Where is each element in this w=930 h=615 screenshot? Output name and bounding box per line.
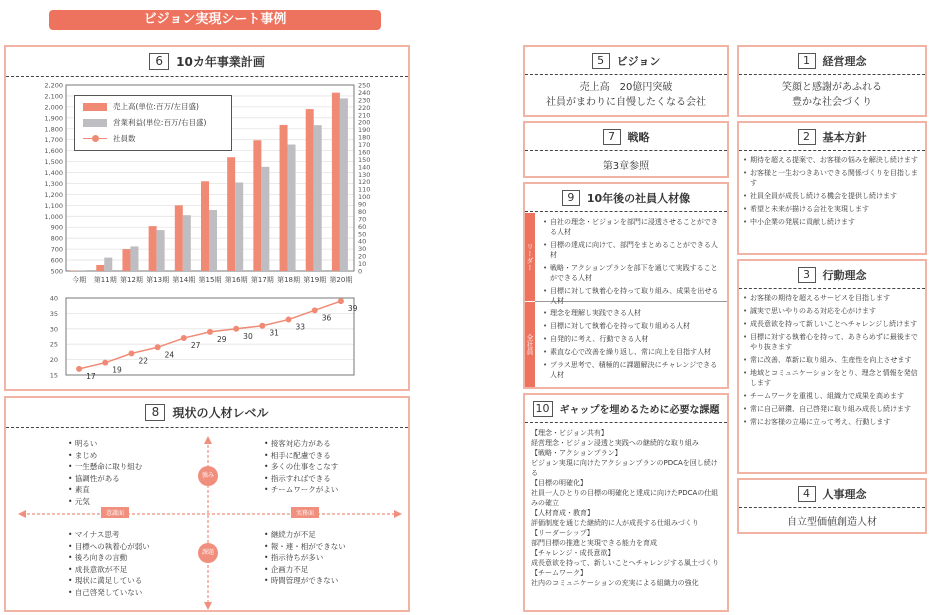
quadrant-item: • 後ろ向きの言動 bbox=[68, 552, 150, 564]
x-tick-label: 第19期 bbox=[303, 276, 327, 284]
x-tick-label: 第14期 bbox=[172, 276, 196, 284]
policy-item: • 希望と未来が描ける会社を実現します bbox=[743, 204, 919, 214]
quadrant-item: • まじめ bbox=[68, 450, 142, 462]
y-tick-left: 1,200 bbox=[44, 190, 63, 199]
y-tick-left: 2,200 bbox=[44, 81, 63, 90]
quadrant-item: • 相手に配慮できる bbox=[264, 450, 338, 462]
gap-issue-list bbox=[525, 423, 727, 593]
bar-sales bbox=[70, 270, 78, 271]
staff-point bbox=[181, 335, 187, 341]
gap-issue-heading: 【目標の明確化】 bbox=[531, 479, 587, 487]
section-header bbox=[6, 398, 408, 428]
staff-point bbox=[76, 366, 82, 372]
all-staff-item: • プラス思考で、積極的に課題解決にチャレンジできる人材 bbox=[543, 360, 721, 380]
quadrant-item: • 成長意欲が不足 bbox=[68, 564, 150, 576]
bar-sales bbox=[122, 249, 130, 271]
x-tick-label: 第16期 bbox=[224, 276, 248, 284]
y-tick-left: 700 bbox=[50, 245, 63, 254]
action-item: • 誠実で思いやりのある対応を心がけます bbox=[743, 306, 919, 316]
section-header bbox=[6, 47, 408, 77]
gap-issue-text: 評価制度を通じた継続的に人が成長する仕組みづくり bbox=[531, 519, 699, 527]
y-tick-right: 40 bbox=[358, 237, 367, 246]
y-tick-right: 140 bbox=[358, 163, 371, 172]
staff-point bbox=[259, 323, 265, 329]
bar-sales bbox=[280, 125, 288, 271]
y-tick-right: 100 bbox=[358, 193, 371, 202]
section-header bbox=[525, 184, 727, 212]
gap-issue-text: 社員一人ひとりの目標の明確化と達成に向けたPDCAの仕組みの確立 bbox=[531, 489, 719, 507]
bar-sales bbox=[175, 205, 183, 271]
section-header bbox=[739, 261, 925, 289]
quadrant-item: • 報・連・相ができない bbox=[264, 541, 346, 553]
gap-issue-text: 社内のコミュニケーションの充実による組織力の強化 bbox=[531, 579, 699, 587]
section-current-talent bbox=[4, 396, 410, 612]
bar-profit bbox=[314, 125, 322, 271]
action-list bbox=[739, 289, 925, 427]
staff-point bbox=[155, 344, 161, 350]
y-tick-left: 1,000 bbox=[44, 212, 63, 221]
y-tick: 20 bbox=[49, 356, 58, 365]
y-tick-left: 500 bbox=[50, 267, 63, 276]
staff-data-label: 24 bbox=[164, 350, 175, 360]
y-tick-left: 1,500 bbox=[44, 158, 63, 167]
gap-issue-heading: 【チャレンジ・成長意欲】 bbox=[531, 549, 615, 557]
y-tick-right: 180 bbox=[358, 133, 371, 142]
x-tick-label: 第18期 bbox=[277, 276, 301, 284]
section-title: 人事理念 bbox=[822, 487, 867, 501]
all-staff-item: • 理念を理解し実践できる人材 bbox=[543, 308, 721, 318]
quadrant-item: • 素直 bbox=[68, 484, 142, 496]
leader-item: • 目標に対して執着心を持って取り組み、成果を出せる人材 bbox=[543, 286, 721, 306]
action-item: • 目標に対する執着心を持って、あきらめずに最後までやり抜きます bbox=[743, 332, 919, 352]
leader-item: • 戦略・アクションプランを部下を通じて実践することができる人材 bbox=[543, 263, 721, 283]
bar-profit bbox=[157, 230, 165, 271]
y-tick: 25 bbox=[49, 340, 58, 349]
section-header bbox=[739, 123, 925, 151]
staff-point bbox=[312, 307, 318, 313]
y-tick-right: 240 bbox=[358, 88, 371, 97]
y-tick-right: 110 bbox=[358, 185, 371, 194]
quadrant-item: • 明るい bbox=[68, 438, 142, 450]
y-tick-right: 160 bbox=[358, 148, 371, 157]
bar-profit bbox=[340, 98, 348, 271]
gap-issue-text: 部門目標の推進と実現できる能力を育成 bbox=[531, 539, 657, 547]
section-title: 10年後の社員人材像 bbox=[586, 191, 691, 205]
staff-data-label: 39 bbox=[347, 304, 358, 314]
arrow-down-icon bbox=[204, 602, 212, 610]
staff-data-label: 33 bbox=[295, 322, 306, 332]
section-business-plan bbox=[4, 45, 410, 391]
section-title: 基本方針 bbox=[822, 130, 867, 144]
y-tick-right: 0 bbox=[358, 267, 363, 276]
policy-item: • 社員全員が成長し続ける機会を提供し続けます bbox=[743, 191, 919, 201]
bar-profit bbox=[183, 215, 191, 271]
bar-profit bbox=[209, 210, 217, 271]
policy-item: • 中小企業の発展に貢献し続けます bbox=[743, 217, 919, 227]
policy-item: • お客様と一生おつきあいできる関係づくりを目指します bbox=[743, 168, 919, 188]
quadrant-item: • 自己啓発していない bbox=[68, 587, 150, 599]
legend-staff: 社員数 bbox=[113, 134, 136, 143]
y-tick-right: 120 bbox=[358, 178, 371, 187]
quadrant-item: • 元気 bbox=[68, 496, 142, 508]
y-tick-right: 70 bbox=[358, 215, 367, 224]
staff-data-label: 30 bbox=[243, 331, 253, 341]
staff-data-label: 17 bbox=[86, 371, 96, 381]
all-staff-item: • 目標に対して執着心を持って取り組める人材 bbox=[543, 321, 721, 331]
quadrant-item: • 企画力不足 bbox=[264, 564, 346, 576]
quadrant-item: • 一生懸命に取り組む bbox=[68, 461, 142, 473]
x-tick-label: 第11期 bbox=[93, 276, 117, 284]
y-tick-right: 90 bbox=[358, 200, 367, 209]
quadrant-item: • 指示待ちが多い bbox=[264, 552, 346, 564]
quadrant-top-left bbox=[68, 438, 142, 507]
action-item: • お客様の期待を超えるサービスを目指します bbox=[743, 293, 919, 303]
y-tick-right: 10 bbox=[358, 260, 367, 269]
section-future-talent bbox=[523, 182, 729, 389]
legend-swatch-sales bbox=[83, 103, 107, 111]
bar-sales bbox=[201, 181, 209, 271]
y-tick-left: 2,100 bbox=[44, 92, 63, 101]
y-tick-left: 1,300 bbox=[44, 179, 63, 188]
quadrant-item: • 多くの仕事をこなす bbox=[264, 461, 338, 473]
y-tick-right: 170 bbox=[358, 141, 371, 150]
y-tick-right: 200 bbox=[358, 118, 371, 127]
axis-label-strengths: 強み bbox=[198, 466, 218, 486]
leader-item: • 自社の理念・ビジョンを部門に浸透させることができる人材 bbox=[543, 217, 721, 237]
quadrant-item: • 時間管理ができない bbox=[264, 575, 346, 587]
section-title: ビジョン bbox=[616, 54, 661, 68]
bar-profit bbox=[130, 246, 138, 271]
y-tick-left: 1,900 bbox=[44, 114, 63, 123]
y-tick-left: 2,000 bbox=[44, 103, 63, 112]
staff-point bbox=[128, 350, 134, 356]
gap-issue-heading: 【リーダーシップ】 bbox=[531, 529, 594, 537]
section-vision bbox=[523, 45, 729, 117]
section-number: 4 bbox=[798, 486, 816, 502]
y-tick-right: 230 bbox=[358, 96, 371, 105]
philosophy-line: 豊かな社会づくり bbox=[792, 97, 872, 108]
gap-issue-text: ビジョン実現に向けたアクションプランのPDCAを回し続ける bbox=[531, 459, 718, 477]
y-tick-left: 600 bbox=[50, 256, 63, 265]
gap-issue-heading: 【チームワーク】 bbox=[531, 569, 587, 577]
section-title: ギャップを埋めるために必要な課題 bbox=[559, 405, 720, 416]
staff-data-label: 19 bbox=[112, 365, 122, 375]
x-tick-label: 今期 bbox=[72, 276, 87, 284]
y-tick-left: 800 bbox=[50, 234, 63, 243]
bar-sales bbox=[227, 157, 235, 271]
section-number: 7 bbox=[603, 129, 621, 145]
strategy-text: 第3章参照 bbox=[602, 161, 650, 172]
vision-line: 社員がまわりに自慢したくなる会社 bbox=[546, 97, 706, 108]
philosophy-line: 笑顔と感謝があふれる bbox=[782, 82, 882, 93]
all-staff-tag: 全社員 bbox=[525, 302, 535, 387]
leader-list bbox=[535, 214, 727, 309]
axis-label-mindset: 意識面 bbox=[101, 507, 129, 518]
hr-philosophy-text: 自立型価値創造人材 bbox=[787, 517, 877, 528]
section-number: 5 bbox=[592, 53, 610, 69]
vision-line: 売上高 20億円突破 bbox=[579, 82, 673, 93]
gap-issue-text: 成長意欲を持って、新しいことへチャレンジする風土づくり bbox=[531, 559, 720, 567]
bar-profit bbox=[261, 167, 269, 271]
section-title: 経営理念 bbox=[822, 54, 867, 68]
policy-item: • 期待を超える提案で、お客様の悩みを解決し続けます bbox=[743, 155, 919, 165]
y-tick-right: 150 bbox=[358, 155, 371, 164]
section-header bbox=[739, 480, 925, 508]
page-title-banner: ビジョン実現シート事例 bbox=[49, 10, 381, 30]
action-item: • 常にお客様の立場に立って考え、行動します bbox=[743, 417, 919, 427]
section-header bbox=[525, 395, 727, 423]
quadrant-bottom-left bbox=[68, 529, 150, 598]
staff-data-label: 36 bbox=[321, 313, 332, 323]
arrow-up-icon bbox=[204, 436, 212, 444]
quadrant-top-right bbox=[264, 438, 338, 496]
quadrant-item: • 接客対応力がある bbox=[264, 438, 338, 450]
y-tick-left: 1,100 bbox=[44, 201, 63, 210]
legend-swatch-staff bbox=[83, 135, 107, 143]
bar-profit bbox=[235, 182, 243, 271]
y-tick-left: 1,700 bbox=[44, 136, 63, 145]
staff-point bbox=[338, 298, 344, 304]
y-tick: 40 bbox=[49, 294, 58, 303]
x-tick-label: 第15期 bbox=[198, 276, 222, 284]
line-chart bbox=[6, 293, 408, 388]
gap-issue-heading: 【人材育成・教育】 bbox=[531, 509, 594, 517]
section-action-philosophy bbox=[737, 259, 927, 474]
legend-profit: 営業利益(単位:百万/右目盛) bbox=[113, 118, 207, 127]
y-tick-right: 20 bbox=[358, 252, 367, 261]
section-header bbox=[525, 123, 727, 151]
action-item: • 地域とコミュニケーションをとり、理念と情報を発信します bbox=[743, 368, 919, 388]
bar-profit bbox=[104, 258, 112, 271]
staff-data-label: 22 bbox=[138, 356, 149, 366]
axis-label-issues: 課題 bbox=[198, 543, 218, 563]
section-title: 戦略 bbox=[627, 130, 650, 144]
quadrant-item: • 継続力が不足 bbox=[264, 529, 346, 541]
x-tick-label: 第17期 bbox=[250, 276, 274, 284]
bar-sales bbox=[253, 140, 261, 271]
section-gap-issues bbox=[523, 393, 729, 612]
all-staff-item: • 自発的に考え、行動できる人材 bbox=[543, 334, 721, 344]
y-tick-right: 50 bbox=[358, 230, 367, 239]
action-item: • 成長意欲を持って新しいことへチャレンジし続けます bbox=[743, 319, 919, 329]
section-number: 2 bbox=[798, 129, 816, 145]
staff-point bbox=[233, 326, 239, 332]
staff-point bbox=[286, 317, 292, 323]
bar-sales bbox=[332, 93, 340, 271]
staff-line bbox=[79, 301, 341, 369]
y-tick-right: 210 bbox=[358, 111, 371, 120]
arrow-left-icon bbox=[18, 510, 26, 518]
x-tick-label: 第20期 bbox=[329, 276, 353, 284]
y-tick-left: 1,800 bbox=[44, 125, 63, 134]
y-tick: 30 bbox=[49, 325, 58, 334]
y-tick-right: 60 bbox=[358, 222, 367, 231]
x-tick-label: 第12期 bbox=[119, 276, 143, 284]
quadrant-axes bbox=[6, 428, 408, 612]
y-tick: 35 bbox=[49, 309, 58, 318]
all-staff-list bbox=[535, 303, 727, 383]
section-number: 8 bbox=[145, 404, 165, 421]
staff-data-label: 29 bbox=[217, 334, 227, 344]
y-tick: 15 bbox=[49, 371, 58, 380]
quadrant-item: • チームワークがよい bbox=[264, 484, 338, 496]
staff-data-label: 31 bbox=[269, 328, 279, 338]
y-tick-right: 250 bbox=[358, 81, 371, 90]
gap-issue-heading: 【戦略・アクションプラン】 bbox=[531, 449, 622, 457]
quadrant-bottom-right bbox=[264, 529, 346, 587]
section-title: 行動理念 bbox=[822, 268, 867, 282]
quadrant-item: • 協調性がある bbox=[68, 473, 142, 485]
staff-data-label: 27 bbox=[190, 341, 201, 351]
chart-legend bbox=[74, 95, 232, 151]
action-item: • 常に自己研鑽、自己啓発に取り組み成長し続けます bbox=[743, 404, 919, 414]
gap-issue-text: 経営理念・ビジョン浸透と実践への継続的な取り組み bbox=[531, 439, 699, 447]
quadrant-item: • 現状に満足している bbox=[68, 575, 150, 587]
y-tick-right: 190 bbox=[358, 126, 371, 135]
section-title: 10カ年事業計画 bbox=[176, 55, 265, 69]
section-number: 10 bbox=[533, 401, 553, 417]
section-number: 1 bbox=[798, 53, 816, 69]
bar-sales bbox=[149, 226, 157, 271]
action-item: • 常に改善、革新に取り組み、生産性を向上させます bbox=[743, 355, 919, 365]
bar-profit bbox=[78, 270, 86, 271]
section-strategy bbox=[523, 121, 729, 178]
section-number: 6 bbox=[149, 53, 169, 70]
y-tick-right: 130 bbox=[358, 170, 371, 179]
y-tick-right: 30 bbox=[358, 245, 367, 254]
section-title: 現状の人材レベル bbox=[172, 406, 269, 420]
quadrant-item: • 目標への執着心が弱い bbox=[68, 541, 150, 553]
staff-point bbox=[207, 329, 213, 335]
leader-tag: リーダー bbox=[525, 213, 535, 301]
all-staff-item: • 素直な心で改善を繰り返し、常に向上を目指す人材 bbox=[543, 347, 721, 357]
plot-frame bbox=[66, 298, 354, 375]
section-header bbox=[739, 47, 925, 75]
section-number: 3 bbox=[798, 267, 816, 283]
bar-sales bbox=[96, 265, 104, 271]
section-number: 9 bbox=[562, 190, 580, 206]
bar-sales bbox=[306, 109, 314, 271]
quadrant-item: • 指示すればできる bbox=[264, 473, 338, 485]
legend-swatch-profit bbox=[83, 119, 107, 127]
arrow-right-icon bbox=[394, 510, 402, 518]
section-basic-policy bbox=[737, 121, 927, 255]
policy-list bbox=[739, 151, 925, 227]
leader-item: • 目標の達成に向けて、部門をまとめることができる人材 bbox=[543, 240, 721, 260]
y-tick-left: 900 bbox=[50, 223, 63, 232]
x-tick-label: 第13期 bbox=[146, 276, 170, 284]
y-tick-right: 220 bbox=[358, 103, 371, 112]
y-tick-right: 80 bbox=[358, 207, 367, 216]
y-tick-left: 1,400 bbox=[44, 169, 63, 178]
axis-label-practical: 実務面 bbox=[291, 507, 319, 518]
section-management-philosophy bbox=[737, 45, 927, 117]
gap-issue-heading: 【理念・ビジョン共有】 bbox=[531, 429, 608, 437]
section-hr-philosophy bbox=[737, 478, 927, 534]
staff-point bbox=[102, 360, 108, 366]
y-tick-left: 1,600 bbox=[44, 147, 63, 156]
action-item: • チームワークを重視し、組織力で成果を高めます bbox=[743, 391, 919, 401]
quadrant-item: • マイナス思考 bbox=[68, 529, 150, 541]
section-header bbox=[525, 47, 727, 75]
bar-profit bbox=[288, 145, 296, 271]
legend-sales: 売上高(単位:百万/左目盛) bbox=[113, 102, 199, 111]
